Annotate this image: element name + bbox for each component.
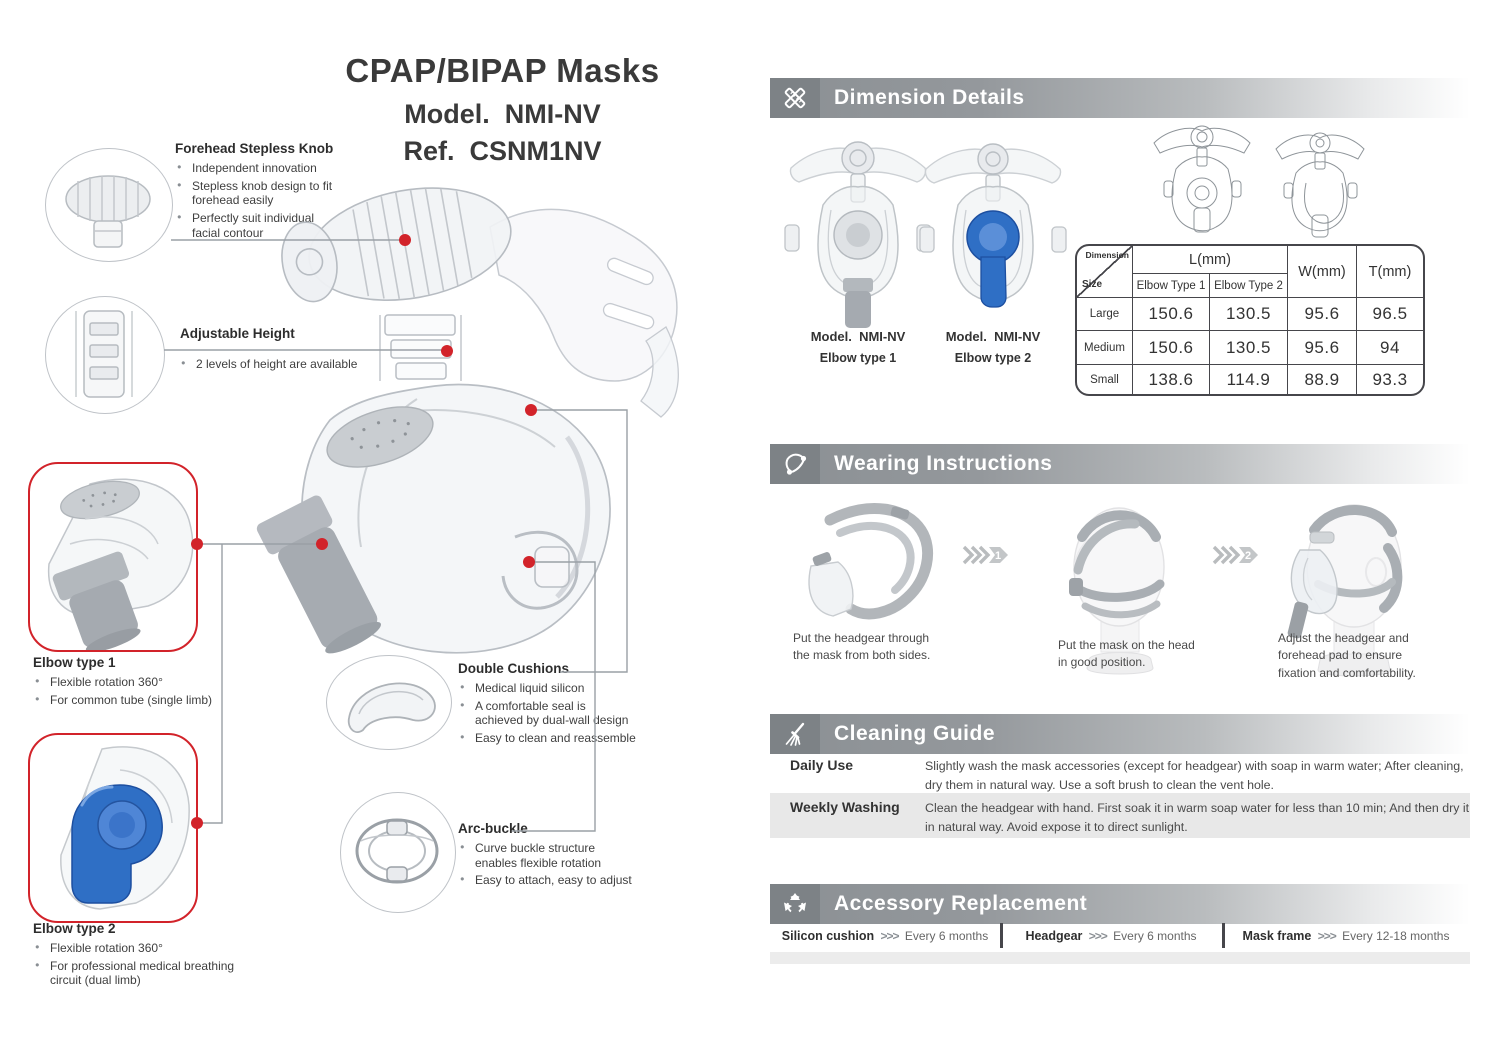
callout-bullets bbox=[458, 681, 636, 746]
callout-bullets bbox=[33, 941, 243, 988]
value-small-l2: 114.9 bbox=[1210, 365, 1288, 394]
row-size-medium: Medium bbox=[1077, 331, 1133, 365]
mask-photo-elbow-type1 bbox=[783, 130, 933, 330]
value-medium-l2: 130.5 bbox=[1210, 331, 1288, 365]
accessory-bottom-strip bbox=[770, 952, 1470, 964]
accessory-label: Silicon cushion bbox=[781, 929, 875, 943]
section-cleaning-guide bbox=[770, 714, 1470, 754]
arc-buckle-detail-art bbox=[341, 793, 454, 911]
chevrons-icon: >>> bbox=[1317, 929, 1336, 943]
value-small-w: 88.9 bbox=[1288, 365, 1357, 394]
section-dimension-details bbox=[770, 78, 1470, 118]
accessory-item-silicon-cushion bbox=[770, 929, 1000, 943]
forehead-knob-detail-circle bbox=[45, 148, 173, 262]
bullet: ● Independent innovation bbox=[175, 161, 335, 176]
elbow-type2-image-box bbox=[28, 733, 198, 923]
accessory-item-mask-frame bbox=[1222, 929, 1470, 943]
callout-bullets bbox=[33, 675, 248, 707]
cleaning-weekly-label: Weekly Washing bbox=[790, 799, 900, 815]
row-size-large: Large bbox=[1077, 298, 1133, 331]
bullet: ● Easy to clean and reassemble bbox=[458, 731, 636, 746]
caption-variant: Elbow type 2 bbox=[954, 351, 1032, 365]
bullet: ● For professional medical breathing circuit (dual limb) bbox=[33, 959, 243, 988]
step-arrow-badge-1 bbox=[962, 545, 1008, 565]
cleaning-daily-label: Daily Use bbox=[790, 757, 854, 773]
col-header-t: T(mm) bbox=[1357, 246, 1423, 298]
section-title: Wearing Instructions bbox=[834, 452, 1053, 475]
callout-adjustable-height-title: Adjustable Height bbox=[180, 326, 295, 341]
wearing-step2-caption: Put the mask on the head in good position. bbox=[1058, 638, 1195, 670]
chevrons-icon: >>> bbox=[880, 929, 899, 943]
value-small-t: 93.3 bbox=[1372, 369, 1408, 389]
section-accessory-replacement bbox=[770, 884, 1470, 924]
wearing-step3-caption: Adjust the headgear and forehead pad to ensure fixation and comfortability. bbox=[1278, 631, 1416, 680]
value-large-t: 96.5 bbox=[1357, 298, 1423, 331]
bullet: ● Perfectly suit individual facial contour bbox=[175, 211, 335, 240]
row-size-small: Small bbox=[1077, 365, 1133, 394]
chevrons-icon: >>> bbox=[1088, 929, 1107, 943]
step-number: 2 bbox=[1244, 550, 1252, 562]
cleaning-daily-text: Slightly wash the mask accessories (except for headgear) with soap in warm water; After cleaning, dry them in natural way. Use a soft brush to clean the vent hole. bbox=[925, 759, 1464, 792]
arc-buckle-detail-circle bbox=[340, 792, 456, 913]
section-wearing-instructions bbox=[770, 444, 1470, 484]
callout-title: Arc-buckle bbox=[458, 821, 528, 836]
col-subheader-elbow1: Elbow Type 1 bbox=[1133, 274, 1210, 298]
page-title: CPAP/BIPAP Masks bbox=[345, 52, 660, 89]
bullet: ● Curve buckle structure enables flexible rotation bbox=[458, 841, 636, 870]
value-small-l1: 138.6 bbox=[1133, 365, 1210, 394]
value-medium-l1: 150.6 bbox=[1133, 331, 1210, 365]
callout-title: Elbow type 2 bbox=[33, 921, 116, 936]
photo-caption-elbow2 bbox=[918, 329, 1068, 365]
callout-title: Elbow type 1 bbox=[33, 655, 116, 670]
main-product-render bbox=[235, 165, 705, 685]
col-header-w: W(mm) bbox=[1288, 246, 1357, 298]
elbow-type1-image-box bbox=[28, 462, 198, 652]
section-title: Accessory Replacement bbox=[834, 892, 1088, 915]
cleaning-weekly-text: Clean the headgear with hand. First soak it in warm soap water for less than 10 min; And then dry it in natural way. Avoid expose it to direct sunlight. bbox=[925, 801, 1470, 834]
value-medium-t: 94 bbox=[1357, 331, 1423, 365]
product-title-block bbox=[330, 52, 675, 167]
callout-bullets bbox=[458, 841, 636, 888]
accessory-label: Mask frame bbox=[1242, 929, 1312, 943]
corner-size-label: Size bbox=[1082, 279, 1103, 290]
bullet: ● A comfortable seal is achieved by dual-wall design bbox=[458, 699, 636, 728]
accessory-separator bbox=[1222, 923, 1225, 948]
callout-arc-buckle bbox=[458, 821, 636, 891]
callout-title: Double Cushions bbox=[458, 661, 569, 676]
bullet: ● For common tube (single limb) bbox=[33, 693, 248, 708]
headgear-icon bbox=[770, 444, 820, 484]
section-title: Dimension Details bbox=[834, 86, 1025, 109]
elbow-type2-art bbox=[30, 735, 196, 921]
broom-icon bbox=[770, 714, 820, 754]
adjustable-height-detail-art bbox=[46, 297, 163, 412]
step-number: 1 bbox=[994, 550, 1002, 562]
bullet: ● Flexible rotation 360° bbox=[33, 941, 243, 956]
forehead-knob-detail-art bbox=[46, 149, 171, 260]
accessory-label: Headgear bbox=[1025, 929, 1083, 943]
bullet: ● Flexible rotation 360° bbox=[33, 675, 248, 690]
ruler-pencil-icon bbox=[770, 78, 820, 118]
model-line: Model. NMI-NV bbox=[404, 99, 601, 129]
value-large-l2: 130.5 bbox=[1210, 298, 1288, 331]
accessory-item-headgear bbox=[1000, 929, 1222, 943]
col-subheader-elbow2: Elbow Type 2 bbox=[1210, 274, 1288, 298]
accessory-value: Every 6 months bbox=[1113, 929, 1197, 943]
callout-title: Forehead Stepless Knob bbox=[175, 141, 334, 156]
adjustable-height-detail-circle bbox=[45, 296, 165, 414]
value-medium-w: 95.6 bbox=[1288, 331, 1357, 365]
section-title: Cleaning Guide bbox=[834, 722, 996, 745]
accessory-separator bbox=[1000, 923, 1003, 948]
ref-line: Ref. CSNM1NV bbox=[403, 136, 602, 166]
wearing-step1-image bbox=[795, 498, 940, 628]
accessory-value: Every 6 months bbox=[904, 929, 989, 943]
bullet: ● Stepless knob design to fit forehead easily bbox=[175, 179, 335, 208]
wearing-step1-caption: Put the headgear through the mask from both sides. bbox=[793, 631, 931, 663]
caption-variant: Elbow type 1 bbox=[819, 351, 897, 365]
bullet: ● Easy to attach, easy to adjust bbox=[458, 873, 636, 888]
bullet: ● 2 levels of height are available bbox=[179, 357, 409, 372]
col-header-l: L(mm) bbox=[1133, 246, 1288, 274]
table-corner-cell bbox=[1077, 246, 1133, 298]
mask-line-drawings bbox=[1140, 115, 1370, 240]
caption-model: Model. NMI-NV bbox=[945, 329, 1041, 344]
value-large-w: 95.6 bbox=[1288, 298, 1357, 331]
corner-dimension-label: Dimension bbox=[1085, 250, 1129, 260]
callout-elbow-type2 bbox=[33, 921, 243, 991]
dimension-table bbox=[1075, 244, 1425, 396]
accessory-value: Every 12-18 months bbox=[1342, 929, 1450, 943]
recycle-icon bbox=[770, 884, 820, 924]
elbow-type1-art bbox=[30, 464, 196, 650]
caption-model: Model. NMI-NV bbox=[810, 329, 906, 344]
bullet: ● Medical liquid silicon bbox=[458, 681, 636, 696]
mask-photo-elbow-type2 bbox=[918, 135, 1068, 325]
photo-caption-elbow1 bbox=[783, 329, 933, 365]
accessory-replacement-row bbox=[770, 922, 1470, 950]
callout-elbow-type1 bbox=[33, 655, 248, 710]
step-arrow-badge-2 bbox=[1212, 545, 1258, 565]
value-large-l1: 150.6 bbox=[1133, 298, 1210, 331]
